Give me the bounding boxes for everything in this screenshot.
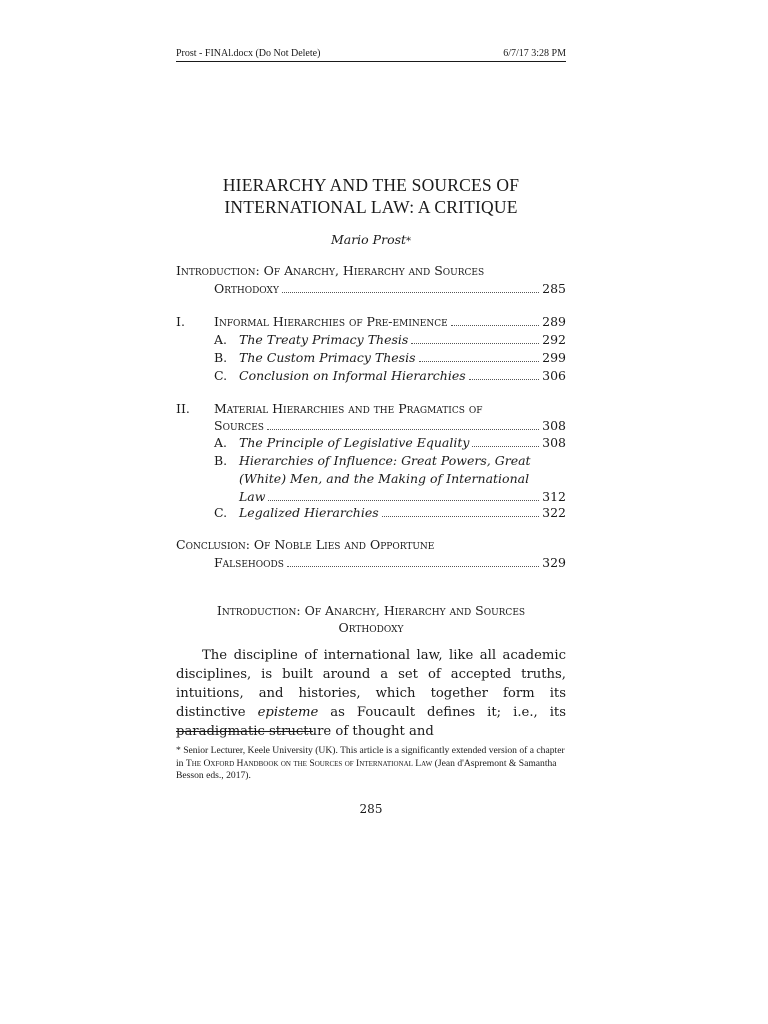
toc-part1-item-c	[239, 367, 566, 385]
leader-dots	[287, 556, 539, 567]
toc-part2-line-1: Material Hierarchies and the Pragmatics of	[214, 401, 483, 416]
author-footnote-marker: *	[406, 236, 412, 247]
toc-item-text: Conclusion on Informal Hierarchies	[239, 368, 466, 383]
toc-letter: A.	[214, 332, 228, 347]
toc-conclusion-entry	[214, 554, 566, 572]
footnote-rule	[176, 731, 313, 732]
toc-letter: C.	[214, 368, 228, 383]
toc-intro-line-1: Introduction: Of Anarchy, Hierarchy and Sources	[176, 263, 485, 278]
page-number: 285	[359, 802, 383, 816]
toc-page-number: 299	[542, 350, 566, 365]
toc-part1-item-a	[239, 331, 566, 349]
body-text-part-2: as Foucault defines it; i.e., its paradigmatic structure of thought and	[176, 705, 566, 739]
footnote-book-title: The Oxford Handbook on the Sources of International Law	[185, 757, 433, 769]
section-heading-line-2: Orthodoxy	[338, 620, 404, 635]
body-text-part-1: The discipline of international law, like all academic disciplines, is built around a set of accepted truths, intuitions, and histories, which together form its distinctive	[176, 648, 566, 720]
toc-item-text: Legalized Hierarchies	[239, 505, 379, 520]
toc-page-number: 308	[542, 435, 566, 450]
footnote	[176, 745, 566, 783]
toc-part1-item-b	[239, 349, 566, 367]
toc-item-text: The Principle of Legislative Equality	[239, 435, 470, 450]
toc-page-number: 306	[542, 368, 566, 383]
leader-dots	[411, 333, 539, 344]
leader-dots	[382, 506, 539, 517]
toc-part1-title: Informal Hierarchies of Pre-eminence	[214, 314, 448, 329]
footnote-text-2: (Jean d'Aspremont & Samantha Besson eds., 2017).	[176, 757, 557, 781]
toc-letter: A.	[214, 435, 228, 450]
toc-part2-number: II.	[176, 401, 190, 416]
body-paragraph	[176, 646, 566, 741]
header-timestamp: 6/7/17 3:28 PM	[503, 48, 566, 59]
toc-part2-item-b-line-1: Hierarchies of Influence: Great Powers, Great	[239, 453, 531, 468]
toc-item-text: Law	[239, 489, 266, 504]
title-line-2: INTERNATIONAL LAW: A CRITIQUE	[224, 197, 518, 217]
leader-dots	[451, 315, 539, 326]
body-text-episteme: episteme	[257, 705, 319, 720]
leader-dots	[282, 282, 539, 293]
toc-part2-item-c	[239, 504, 566, 522]
toc-conclusion-line-1: Conclusion: Of Noble Lies and Opportune	[176, 537, 435, 552]
toc-page-number: 322	[542, 505, 566, 520]
toc-part2-entry	[214, 417, 566, 435]
leader-dots	[267, 419, 539, 430]
title-line-1: HIERARCHY AND THE SOURCES OF	[222, 175, 520, 195]
section-heading-line-1: Introduction: Of Anarchy, Hierarchy and Sources	[216, 603, 526, 618]
toc-part2-item-a	[239, 434, 566, 452]
toc-item-text: The Treaty Primacy Thesis	[239, 332, 409, 347]
toc-part1-entry	[214, 313, 566, 331]
toc-part1-number: I.	[176, 314, 185, 329]
leader-dots	[268, 490, 539, 501]
author-name: Mario Prost	[330, 232, 407, 247]
footnote-marker: *	[176, 745, 181, 756]
toc-letter: C.	[214, 505, 228, 520]
toc-part2-item-b-line-2: (White) Men, and the Making of International	[239, 471, 530, 486]
toc-intro-line-2: Orthodoxy	[214, 281, 279, 296]
toc-page-number: 308	[542, 418, 566, 433]
header-filename: Prost - FINAl.docx (Do Not Delete)	[176, 48, 321, 59]
article-title	[176, 174, 566, 218]
toc-page-number: 329	[542, 555, 566, 570]
toc-page-number: 289	[542, 314, 566, 329]
toc-letter: B.	[214, 453, 228, 468]
toc-intro-entry	[214, 280, 566, 298]
running-header	[176, 48, 566, 62]
toc-letter: B.	[214, 350, 228, 365]
leader-dots	[469, 369, 539, 380]
toc-part2-line-2: Sources	[214, 418, 264, 433]
toc-page-number: 292	[542, 332, 566, 347]
leader-dots	[419, 351, 540, 362]
toc-page-number: 285	[542, 281, 566, 296]
toc-item-text: The Custom Primacy Thesis	[239, 350, 416, 365]
footnote-text-1: Senior Lecturer, Keele University (UK). This article is a significantly extended version of a chapter in	[176, 745, 565, 769]
toc-page-number: 312	[542, 489, 566, 504]
section-heading	[176, 602, 566, 636]
author-line	[176, 232, 566, 247]
leader-dots	[472, 436, 539, 447]
toc-conclusion-line-2: Falsehoods	[214, 555, 284, 570]
